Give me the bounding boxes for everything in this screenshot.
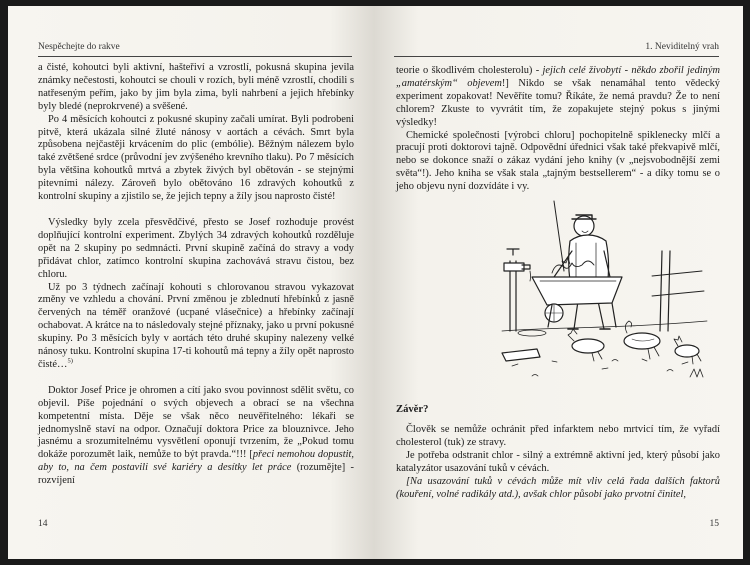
paragraph: Chemické společnosti [výrobci chloru] pochopitelně spiklenecky mlčí a pracují proti doktorovi tajně. Odpovědní úřednici však také překvapivě mlčí, nebo se dokonce snaží o zákaz vydání jeho knihy (v „nejsvobodnější zemi světa“!). Jeho kniha se však stala „tajným bestsellerem“ - a díky tomu se o jeho objevu nyní dozvídáte i vy.: [396, 129, 720, 193]
paragraph-text: Doktor Josef Price je ohromen a cítí jako svou povinnost sdělit světu, co objevil. Píše pojednání o svých objevech a obrací se na všechna kompetentní místa. Děje se však něco neuvěřitelného: lékaři se jednomyslně staví na odpor. Označují doktora Price za blouznivce. Jeho jasnému a srozumitelnému vysvětlení oponují tvrzením, že „Pokud tomu dokáže porozumět laik, nemůže to být pravda.“!!! [: [38, 384, 354, 461]
paragraph-text: Už po 3 týdnech začínají kohouti s chlorovanou stravou vykazovat změny ve vzhledu a chování. První změnou je zblednutí hřebínků z jasně červených na téměř oranžové (ucpané vlásečnice) a hřebínky začínají ochabovat. A krátce na to následovaly stejné příznaky, jako u první pokusné skupiny. Po 3 měsících byly v aortách této druhé skupiny nalezeny velké nánosy tuku. Kontrolní skupina 17-ti kohoutů má tepny a žíly opět naprosto čisté…: [38, 281, 354, 370]
footnote-mark: 5): [67, 357, 73, 365]
section-heading: Závěr?: [396, 404, 429, 415]
paragraph: Výsledky byly zcela přesvědčivé, přesto se Josef rozhoduje provést doplňující kontrolní experiment. Zbylých 34 zdravých kohoutků rozděluje opět na 2 skupiny po sedmnácti. První skupině začíná do stravy a vody přidávat chlor, zatímco kontrolní skupina zachovává stravu čistou, bez chloru.: [38, 216, 354, 280]
right-page: [374, 6, 743, 559]
paragraph: Po 4 měsících kohoutci z pokusné skupiny začali umírat. Byli podrobeni pitvě, která ukázala silné žluté nánosy v aortách a cévách. Smrt byla způsobena nejčastěji krvácením do plic (embólie). Běžným nálezem bylo také zvětšené srdce (průvodní jev zvýšeného krevního tlaku). Po 7 měsících byla většina kohoutků mrtvá a zbytek živých byl obětován - se stejnými pitevními nálezy. Zároveň bylo obětováno 16 zdravých kohoutků z kontrolní skupiny a zjistilo se, že jejich tepny a žíly jsou naprosto čisté!: [38, 113, 354, 203]
page-number-right: 15: [709, 519, 719, 529]
paragraph: [38, 385, 354, 488]
header-rule-left: [38, 56, 352, 57]
page-number-left: 14: [38, 519, 48, 529]
italic-remark: přeci nemohou dopustit, aby to, na čem postavili své kariéry a desítky let práce: [38, 449, 354, 474]
left-page-body: [38, 62, 354, 488]
left-page: [8, 6, 374, 559]
right-page-body-bottom: [396, 424, 720, 501]
running-head-right: 1. Neviditelný vrah: [645, 42, 719, 52]
italic-remark: [Na usazování tuků v cévách může mít vliv celá řada dalších faktorů (kouření, volné radikály atd.),: [396, 475, 720, 500]
book-spread: [8, 6, 743, 559]
paragraph-text: ] - rozvíjení: [38, 462, 354, 487]
italic-remark: avšak chlor působí jako prvotní činitel,: [520, 488, 687, 500]
cartoon-farmer-wheelbarrow-dead-roosters-icon: [492, 181, 714, 391]
paragraph-text: teorie o škodlivém cholesterolu) -: [396, 65, 543, 76]
right-page-body-top: [396, 65, 720, 194]
paragraph-text: !] Nikdo se však nenamáhal tento vědecký experiment zopakovat! Nevěříte tomu? Říkáte, že nemá pravdu? Že to není chlorem? Zkuste to vyvrátit tím, že zopakujete stejný pokus s jinými výsledky!: [396, 77, 720, 128]
paragraph: [396, 476, 720, 502]
paragraph: [396, 65, 720, 130]
paragraph: Člověk se nemůže ochránit před infarktem nebo mrtvicí tím, že vyřadí cholesterol (tuk) ze stravy.: [396, 424, 720, 448]
header-rule-right: [394, 56, 719, 57]
paragraph-text: (rozumějte: [291, 462, 342, 474]
paragraph: [38, 282, 354, 372]
italic-remark: jejich celé živobytí - někdo zbořil jediným „amatérským“ objevem: [396, 65, 720, 89]
running-head-left: Nespěchejte do rakve: [38, 42, 120, 52]
paragraph: a čisté, kohoutci byli aktivní, hašteřiví a vzrostlí, pokusná skupina jevila známky nečestosti, kohoutci se chouli v rozích, byli méně vzrostlí, chodili s natřeseným peřím, jako by jim byla zima, byli nahrbení a jejich hřebínky byly bledé (neprokrvené) a svěšené.: [38, 62, 354, 112]
paragraph: Je potřeba odstranit chlor - silný a extrémně aktivní jed, který působí jako katalyzátor usazování tuků v cévách.: [396, 449, 720, 474]
